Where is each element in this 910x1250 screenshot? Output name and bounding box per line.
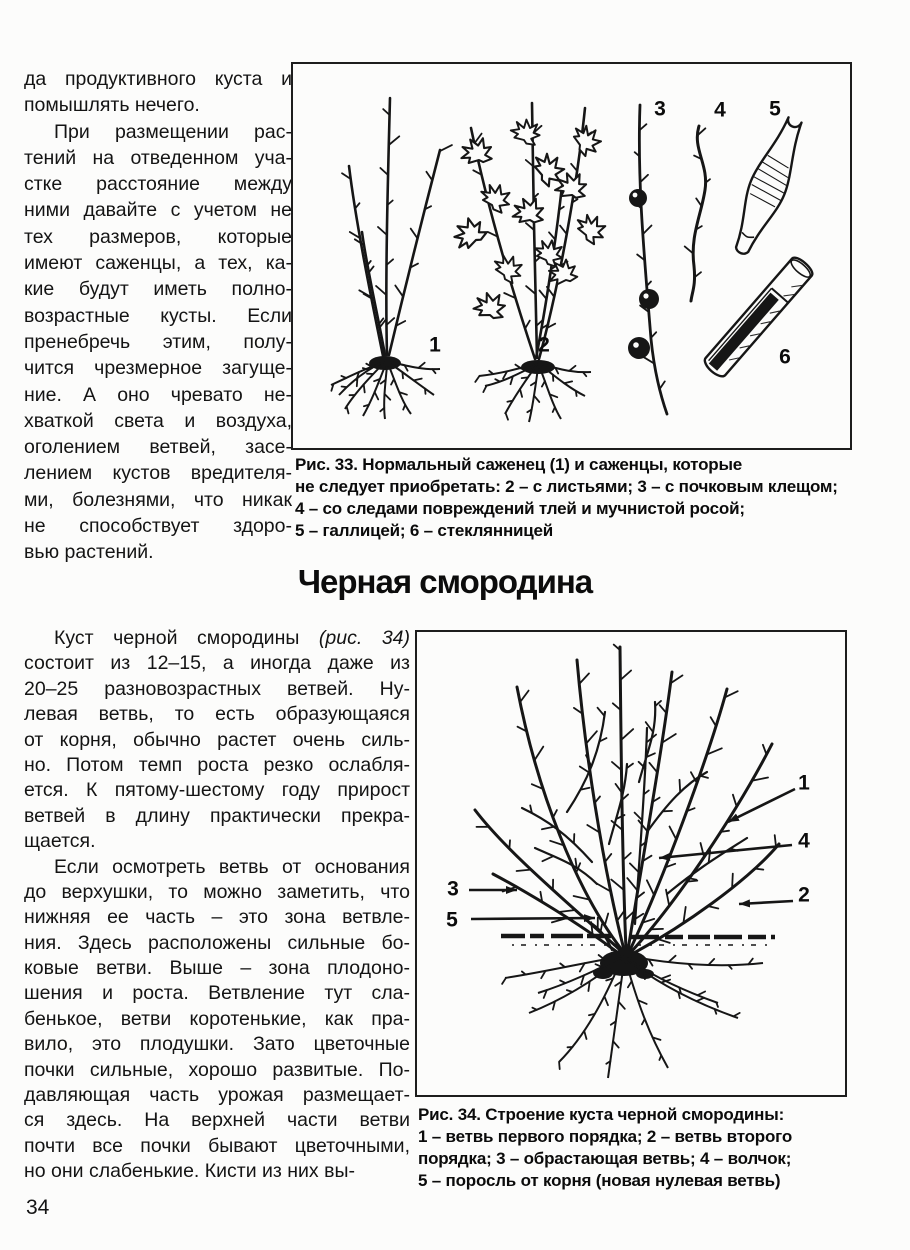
text-line: кие будут иметь полно- [24,278,292,301]
text-line: бенькое, ветви коротенькие, как пра- [24,1007,410,1030]
text-line: При размещении рас- [54,120,292,143]
figure-label: 3 [447,877,459,901]
page-number: 34 [26,1196,50,1219]
text-line: шения и роста. Ветвление тут сла- [24,982,410,1005]
text-line: лением кустов вредителя- [24,462,292,485]
figure-label: 4 [714,98,726,122]
text-line: 20–25 разновозрастных ветвей. Ну- [24,677,410,700]
figure-label: 5 [769,97,781,121]
seedling-normal-roots [331,356,440,419]
figure-label: 2 [538,333,550,357]
figure-label: 6 [779,345,791,369]
text-line: но они слабенькие. Кисти из них вы- [24,1160,355,1183]
text-line: до верхушки, то можно заметить, что [24,880,410,903]
text-line: стке расстояние между [24,173,292,196]
text-line: пренебречь этим, полу- [24,330,292,353]
caption-line: Рис. 33. Нормальный саженец (1) и саженцы, которые [295,455,743,474]
bush-roots [502,950,763,1078]
text-line: давляющая часть урожая размещает- [24,1084,410,1107]
text-column-upper-left [24,66,292,566]
figure-34-caption [418,1104,792,1192]
arrow-to-root-sprout [471,918,595,919]
text-line: Если осмотреть ветвь от основания [54,855,410,878]
seedling-normal [342,98,452,356]
text-line: возрастные кусты. Если [24,304,292,327]
figure-label: 1 [429,333,441,357]
bush-branches [475,645,779,954]
caption-line: не следует приобретать: 2 – с листьями; 3 – с почковым клещом; [295,477,838,496]
twig-damaged [685,126,710,301]
text-line: да продуктивного куста и [24,68,292,90]
text-line: щается. [24,830,96,853]
text-line: ние. А оно чревато не- [24,383,292,406]
text-line: чится чрезмерное загуще- [24,357,292,380]
text-line: Куст черной смородины (рис. 34) [54,627,410,649]
text-line: ется. К пятому-шестому году прирост [24,779,410,802]
caption-line: Рис. 34. Строение куста черной смородины: [418,1105,785,1124]
text-line: ними давайте с учетом не [24,199,292,222]
seedling-leaves [449,120,610,324]
text-line: хваткой света и воздуха, [24,409,292,432]
text-line: оголением ветвей, засе- [24,436,292,459]
figure-label: 2 [798,883,810,907]
text-line: помышлять нечего. [24,94,200,117]
figure-34 [415,630,847,1097]
text-line: нижняя ее часть – это зона ветвле- [24,906,410,929]
text-line: вью растений. [24,541,154,564]
gall-midge-stem [724,113,811,260]
caption-line: 5 – поросль от корня (новая нулевая ветвь) [418,1171,781,1190]
text-line: ковые ветви. Выше – зона плодоно- [24,957,410,980]
seedling-leafy-roots [475,360,591,422]
caption-line: 5 – галлицей; 6 – стеклянницей [295,521,554,540]
callout-arrows [469,789,795,919]
text-line: но. Потом темп роста резко ослабля- [24,753,410,776]
seedlings-illustration [293,64,850,448]
twig-bud-mite [628,105,667,414]
caption-line: 1 – ветвь первого порядка; 2 – ветвь второго [418,1127,792,1146]
text-line: левая ветвь, то есть образующаяся [24,703,410,726]
text-line: не способствует здоро- [24,515,292,538]
figure-label: 1 [798,771,810,795]
figure-label: 4 [798,829,810,853]
clearwing-stem [702,255,815,380]
text-line: ся здесь. На верхней части ветви [24,1109,410,1132]
text-line: тех размеров, которые [24,225,292,248]
text-line: от корня, обычно растет очень силь- [24,728,410,751]
text-line: ния. Здесь расположены сильные бо- [24,931,410,954]
text-line: вило, это плодушки. Зато цветочные [24,1033,410,1056]
text-line: почки сильные, хорошо развитые. По- [24,1058,410,1081]
figure-label: 3 [654,97,666,121]
text-line: ветвей в длину практически прекра- [24,804,410,827]
caption-line: 4 – со следами повреждений тлей и мучнистой росой; [295,499,745,518]
section-title: Черная смородина [297,563,593,600]
caption-line: порядка; 3 – обрастающая ветвь; 4 – волчок; [418,1149,792,1168]
figure-33-caption [295,454,838,542]
currant-bush-illustration [417,632,845,1095]
text-line: имеют саженцы, а тех, ка- [24,252,292,275]
figure-33 [291,62,852,450]
text-line: тений на отведенном уча- [24,146,292,169]
text-line: состоит из 12–15, а иногда даже из [24,652,410,675]
arrow-to-second-order-branch [739,901,793,904]
figure-label: 5 [446,908,458,932]
text-line: ми, болезнями, что никак [24,488,292,511]
text-line: почти все почки бывают цветочными, [24,1134,410,1157]
text-column-lower-left [24,626,410,1185]
